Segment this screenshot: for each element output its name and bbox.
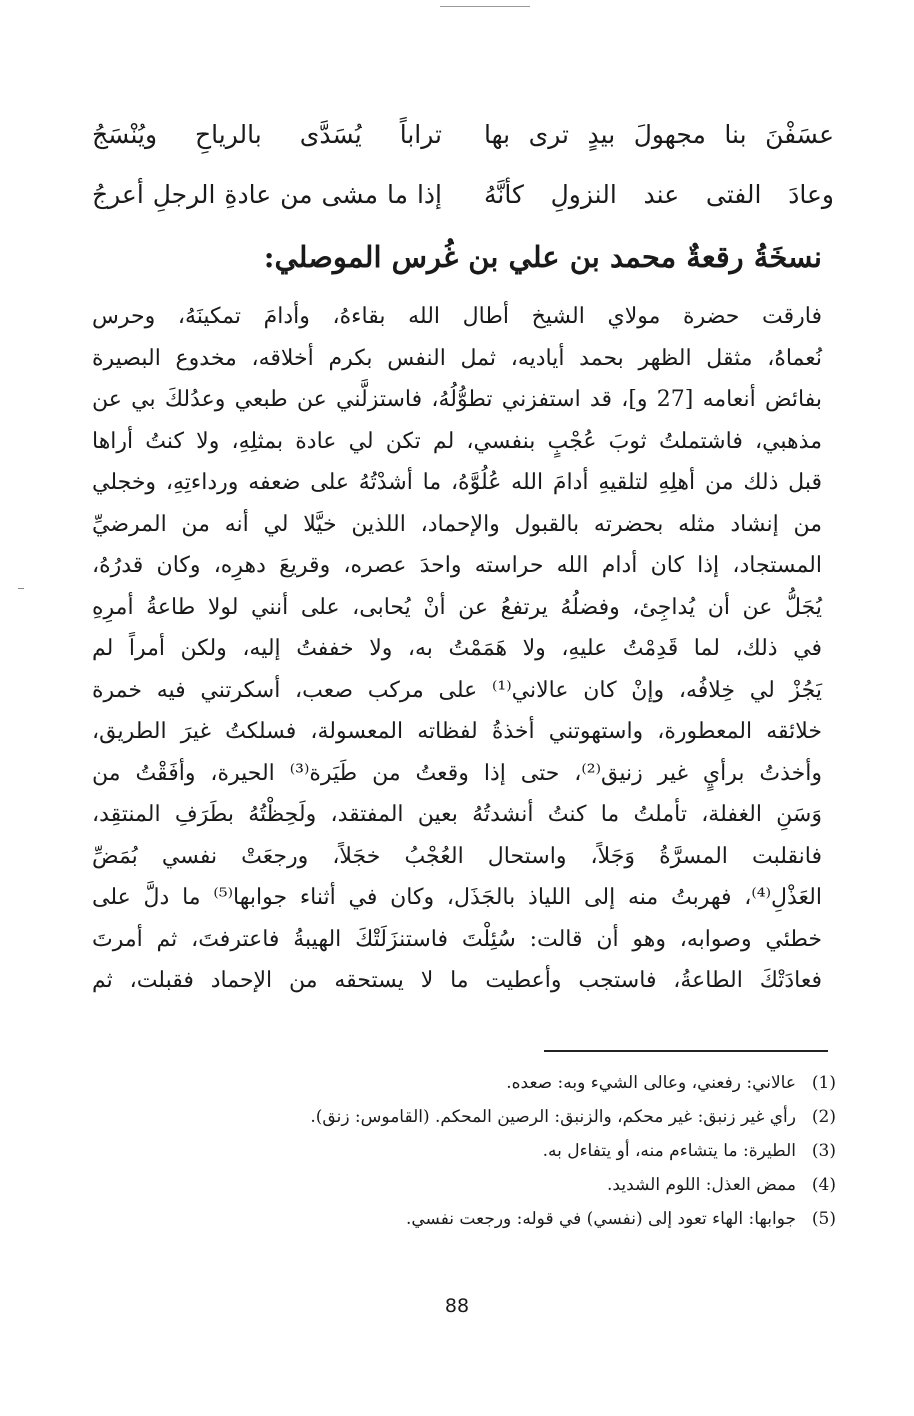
footnote-number: (2)	[811, 1107, 836, 1127]
footnote	[92, 1066, 836, 1100]
body-line: خلائقه المعطورة، واستهوتني أخذةُ لفظاته المعسولة، فسلكتُ غيرَ الطريق،	[92, 719, 822, 744]
poem-second-hemistich: إذا ما مشى من عادةِ الرجلِ أعرجُ	[92, 179, 442, 209]
body-line: العَذْلِ⁽⁴⁾، فهربتُ منه إلى اللياذ بالجَذَل، وكان في أثناء جوابها⁽⁵⁾ ما دلَّ على	[92, 885, 822, 910]
body-line: يُجَلُّ عن أن يُداجِئ، وفضلُهُ يرتفعُ عن أنْ يُحابى، على أنني لولا طاعةُ أمرِهِ	[92, 594, 822, 620]
page-number: 88	[444, 1295, 470, 1317]
body-line: مذهبي، فاشتملتُ ثوبَ عُجْبٍ بنفسي، لم تكن لي عادة بمثلِهِ، ولا كنتُ أراها	[92, 428, 822, 454]
body-line: بفائض أنعامه [27 و]، قد استفزني تطوُّلُهُ، فاستزلَّني عن طبعي وعدُلكَ بي عن	[92, 387, 823, 412]
top-rule	[440, 6, 530, 7]
poem-first-hemistich: عسَفْنَ بنا مجهولَ بيدٍ ترى بها	[484, 119, 834, 149]
body-line: فانقلبت المسرَّةُ وَجَلاً، واستحال العُجْبُ خجَلاً، ورجعَتْ نفسي بُمَضِّ	[92, 843, 822, 869]
footnote-text: رأي غير زنبق: غير محكم، والزنبق: الرصين المحكم. (القاموس: زنق).	[310, 1107, 796, 1127]
body-line: خطئي وصوابه، وهو أن قالت: سُئِلْتَ فاستنزَلَتْكَ الهيبةُ فاعترفتَ، ثم أمرتَ	[92, 926, 822, 952]
poem-first-hemistich: وعادَ الفتى عند النزولِ كأنَّهُ	[484, 179, 834, 209]
footnote-number: (3)	[811, 1141, 836, 1161]
footnote-number: (4)	[811, 1175, 836, 1195]
poem-verse	[92, 104, 834, 164]
footnote	[92, 1134, 836, 1168]
footnote	[92, 1168, 836, 1202]
body-line: في ذلك، لما قَدِمْتُ عليهِ، ولا هَمَمْتُ به، ولا خففتُ إليه، ولكن أمراً لم	[92, 636, 822, 661]
body-paragraph	[92, 296, 822, 1002]
poem	[92, 104, 834, 224]
footnote-text: جوابها: الهاء تعود إلى (نفسي) في قوله: ورجعت نفسي.	[405, 1209, 796, 1229]
section-heading: نسخَةُ رقعةٌ محمد بن علي بن غُرس الموصلي:	[263, 240, 822, 274]
body-line: قبل ذلك من أهلِهِ لتلقيهِ أدامَ الله عُلُوَّهُ، ما أشدْتُهُ على ضعفه ورداءتِهِ، وخجلي	[92, 470, 822, 495]
body-line: فعادَتْكَ الطاعةُ، فاستجب وأعطيت ما لا يستحقه من الإحماد فقبلت، ثم	[92, 968, 822, 993]
body-line: وَسَنِ الغفلة، تأملتُ ما كنتُ أنشدتُهُ بعين المفتقد، ولَحِظْتُهُ بطَرَفِ المنتقِد،	[92, 802, 822, 827]
body-line: يَجُزْ لي خِلافُه، وإنْ كان عالاني⁽¹⁾ على مركب صعب، أسكرتني فيه خمرة	[92, 677, 822, 703]
footnote	[92, 1202, 836, 1236]
footnote	[92, 1100, 836, 1134]
footnote-number: (1)	[811, 1073, 836, 1093]
poem-second-hemistich: تراباً يُسَدَّى بالرياحِ ويُنْسَجُ	[92, 119, 442, 149]
body-line: المستجاد، إذا كان أدام الله حراسته واحدَ عصره، وقريعَ دهرِه، وكان قدرُهُ،	[92, 553, 822, 578]
body-line: من إنشاد مثله بحضرته بالقبول والإحماد، اللذين خيَّلا لي أنه من المرضيِّ	[92, 511, 822, 537]
footnote-text: عالاني: رفعني، وعالى الشيء وبه: صعده.	[506, 1073, 796, 1093]
body-line: فارقت حضرة مولاي الشيخ أطال الله بقاءهُ، وأدامَ تمكينَهُ، وحرس	[92, 304, 822, 329]
footnote-number: (5)	[811, 1209, 836, 1229]
footnote-text: الطيرة: ما يتشاءم منه، أو يتفاءل به.	[542, 1141, 796, 1161]
footnote-separator	[544, 1050, 828, 1052]
poem-verse	[92, 164, 834, 224]
footnote-text: ممض العذل: اللوم الشديد.	[607, 1175, 796, 1195]
footnotes	[92, 1066, 836, 1236]
margin-mark	[18, 588, 24, 589]
body-line: نُعماهُ، مثقل الظهر بحمد أياديه، ثمل النفس بكرم أخلاقه، مخدوع البصيرة	[92, 345, 822, 371]
body-line: وأخذتُ برأيٍ غير زنيق⁽²⁾، حتى إذا وقعتُ من طَيَرة⁽³⁾ الحيرة، وأفَقْتُ من	[92, 760, 823, 786]
